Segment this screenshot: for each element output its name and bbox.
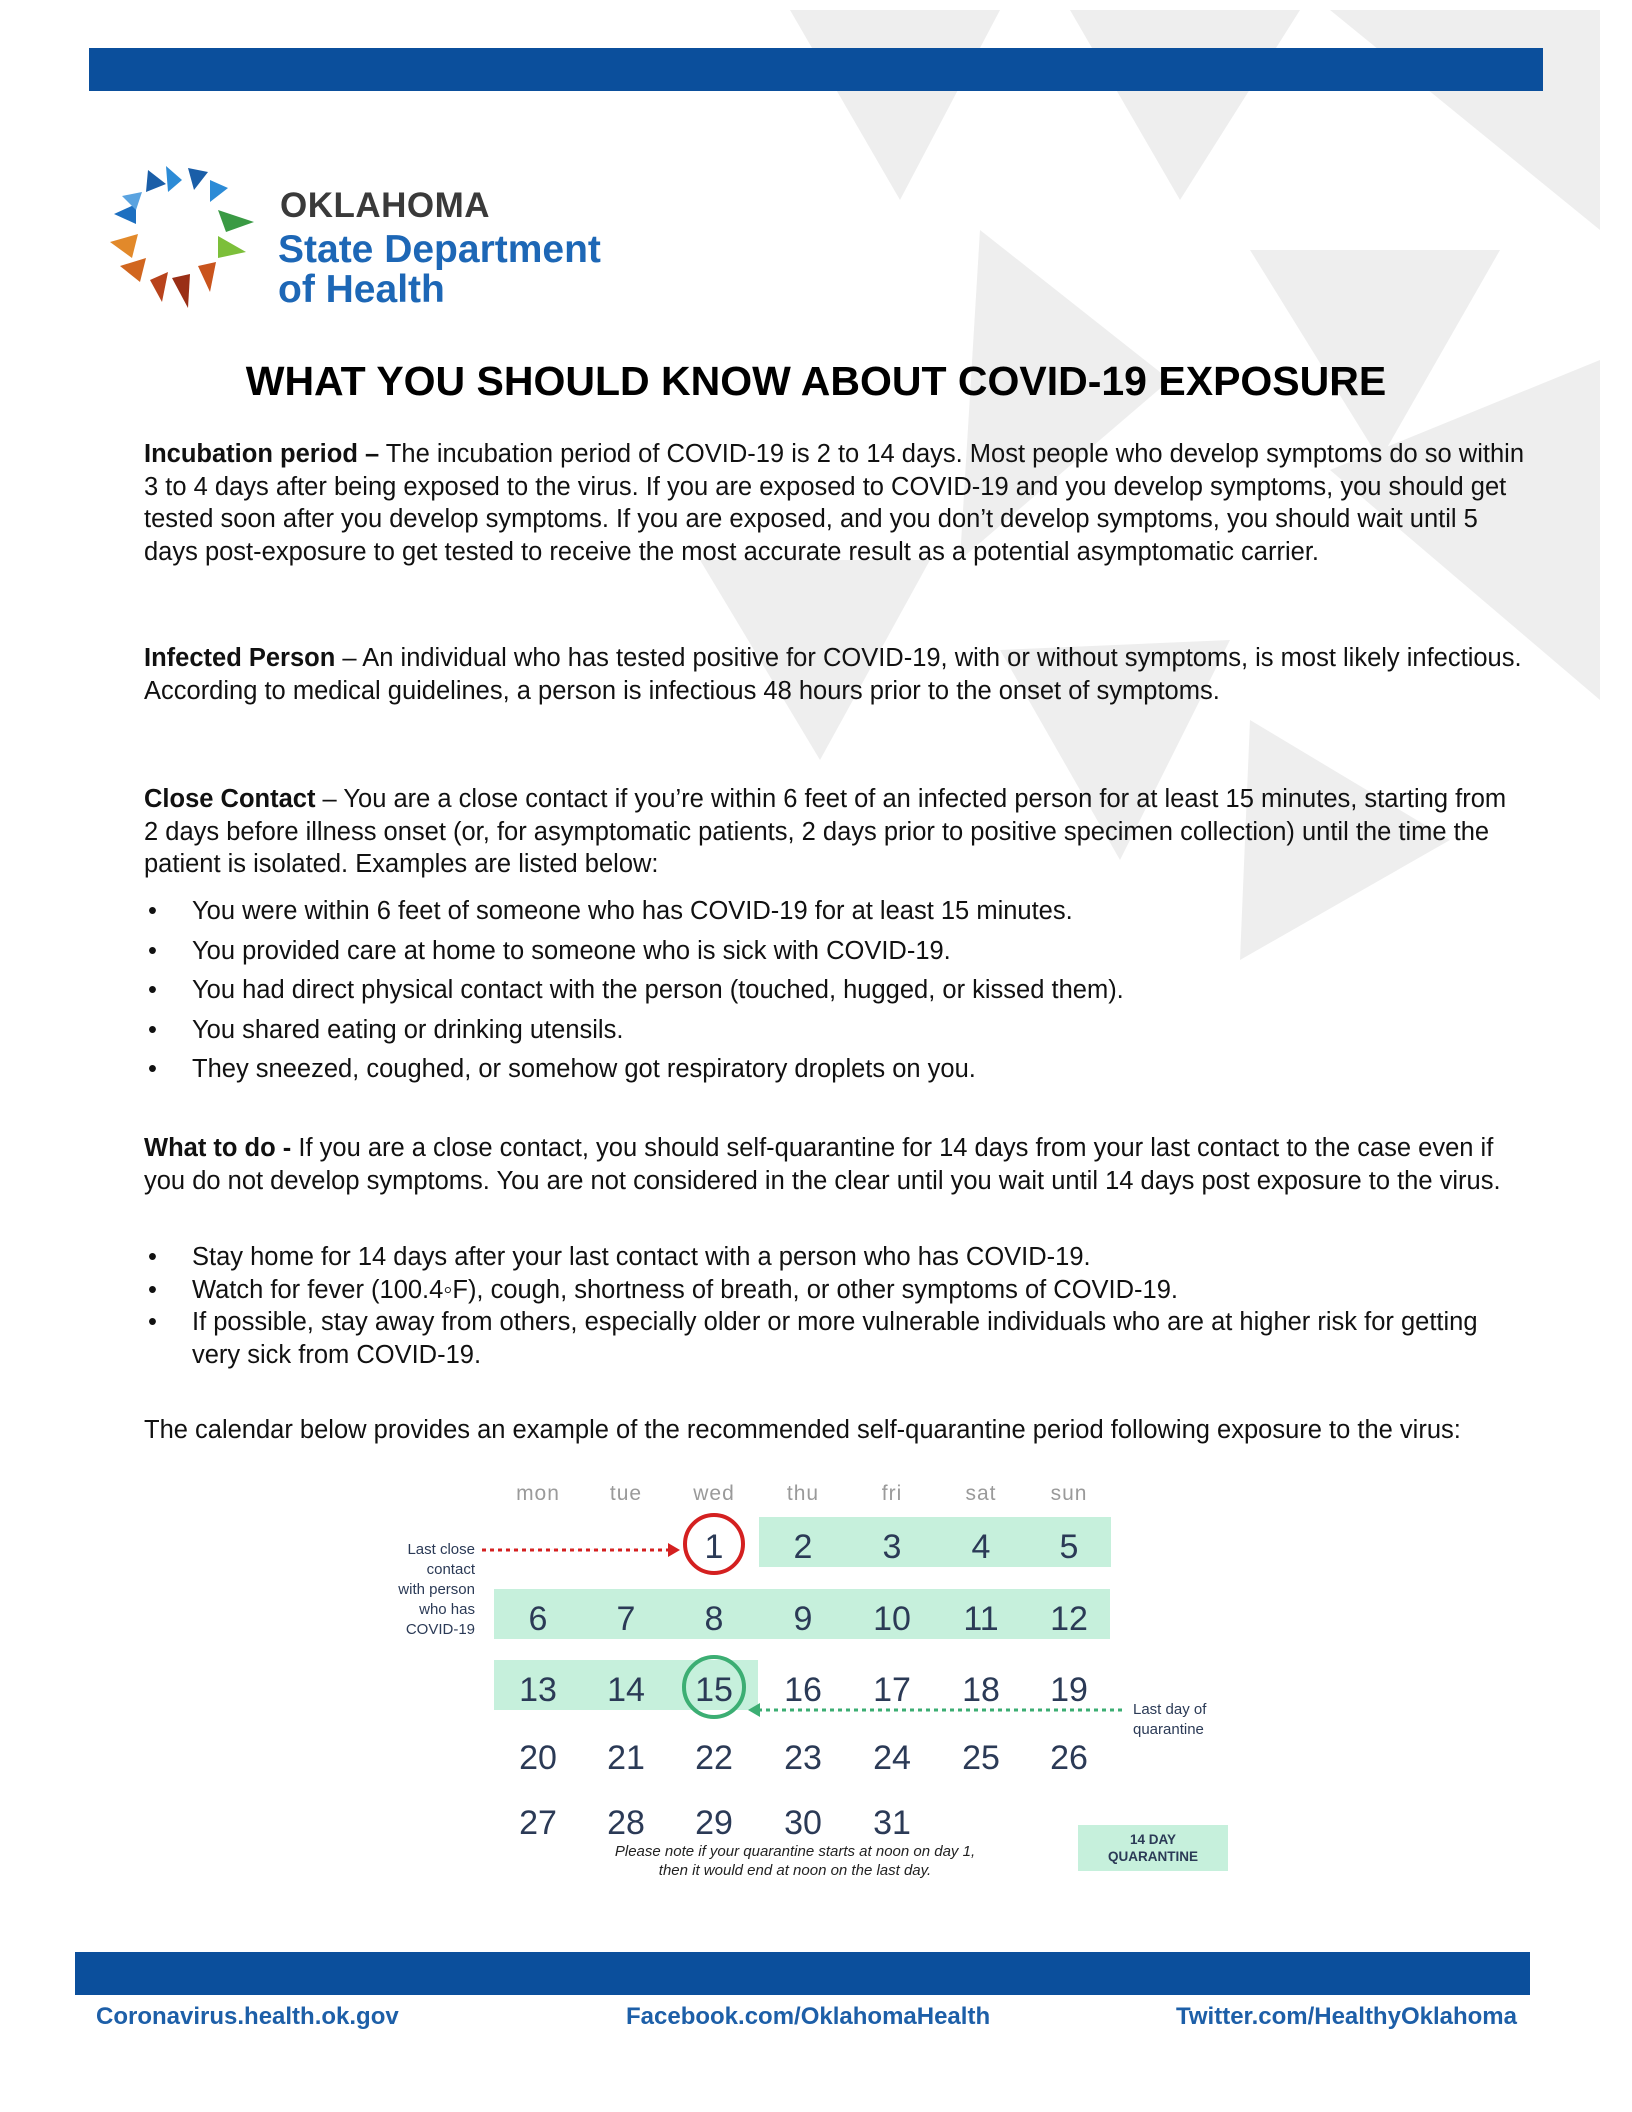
last-contact-label (360, 1540, 475, 1640)
incubation-heading: Incubation period – (144, 440, 380, 468)
calendar-day: 14 (607, 1671, 645, 1709)
quarantine-legend-badge (1078, 1825, 1228, 1871)
last-contact-arrow-head (668, 1543, 680, 1557)
calendar-day: 17 (873, 1671, 911, 1709)
weekday-label: wed (693, 1482, 735, 1505)
calendar-day: 30 (784, 1804, 822, 1842)
weekday-label: fri (881, 1482, 903, 1505)
list-item: • You shared eating or drinking utensils. (144, 1011, 1524, 1051)
calendar-day: 11 (963, 1600, 999, 1638)
last-day-label-line: Last day of (1133, 1701, 1207, 1718)
last-contact-label-line: with person (398, 1581, 475, 1598)
calendar-day: 9 (793, 1600, 813, 1638)
calendar-day: 26 (1050, 1739, 1088, 1777)
calendar-day: 10 (873, 1600, 911, 1638)
calendar-day: 7 (616, 1600, 636, 1638)
last-contact-label-line: Last close (407, 1541, 475, 1558)
what-to-do-heading: What to do - (144, 1134, 292, 1162)
list-item: • Watch for fever (100.4◦F), cough, shortness of breath, or other symptoms of COVID-19. (144, 1274, 1524, 1307)
calendar-day: 31 (873, 1804, 911, 1842)
calendar-day: 22 (695, 1739, 733, 1777)
calendar-note-line: then it would end at noon on the last day. (658, 1862, 932, 1879)
calendar-day: 27 (519, 1804, 557, 1842)
org-name-state-department: State Department (278, 228, 601, 271)
infected-person-heading: Infected Person (144, 644, 336, 672)
list-item: • Stay home for 14 days after your last contact with a person who has COVID-19. (144, 1241, 1524, 1274)
close-contact-heading: Close Contact (144, 785, 316, 813)
infected-person-body: – An individual who has tested positive for COVID-19, with or without symptoms, is most likely infectious. According to medical guidelines, a person is infectious 48 hours prior to the onset of symptoms. (144, 644, 1522, 705)
incubation-body: The incubation period of COVID-19 is 2 to 14 days. Most people who develop symptoms do so within 3 to 4 days after being exposed to the virus. If you are exposed to COVID-19 and you develop symptoms, you should get tested soon after you develop symptoms. If you are exposed, and you don’t develop symptoms, you should wait until 5 days post-exposure to get tested to receive the most accurate result as a potential asymptomatic carrier. (144, 440, 1524, 566)
badge-line: QUARANTINE (1108, 1849, 1198, 1864)
weekday-label: mon (516, 1482, 560, 1505)
last-contact-label-line: contact (426, 1561, 475, 1578)
calendar-day: 18 (962, 1671, 1000, 1709)
calendar-day: 6 (528, 1600, 548, 1638)
website-link[interactable]: Coronavirus.health.ok.gov (96, 2003, 399, 2030)
last-contact-label-line: who has (419, 1601, 475, 1618)
calendar-day: 4 (971, 1528, 991, 1566)
calendar-day: 21 (607, 1739, 645, 1777)
calendar-day: 19 (1050, 1671, 1088, 1709)
facebook-link[interactable]: Facebook.com/OklahomaHealth (626, 2003, 991, 2030)
calendar-day: 15 (695, 1671, 733, 1709)
calendar-day: 2 (793, 1528, 813, 1566)
last-day-label (1133, 1700, 1206, 1740)
calendar-day: 1 (704, 1528, 724, 1566)
calendar-note-line: Please note if your quarantine starts at noon on day 1, (614, 1843, 976, 1860)
weekday-label: sun (1050, 1482, 1088, 1505)
list-item: • You were within 6 feet of someone who has COVID-19 for at least 15 minutes. (144, 892, 1524, 932)
what-to-do-body: If you are a close contact, you should self-quarantine for 14 days from your last contact to the case even if you do not develop symptoms. You are not considered in the clear until you wait until 14 days post exposure to the virus. (144, 1134, 1501, 1195)
last-day-label-line: quarantine (1133, 1721, 1204, 1738)
calendar-day: 28 (607, 1804, 645, 1842)
calendar-day: 24 (873, 1739, 911, 1777)
last-contact-label-line: COVID-19 (405, 1621, 475, 1638)
calendar-day: 8 (704, 1600, 724, 1638)
list-item: • They sneezed, coughed, or somehow got respiratory droplets on you. (144, 1050, 1524, 1090)
calendar-day: 25 (962, 1739, 1000, 1777)
calendar-day: 16 (784, 1671, 822, 1709)
calendar-day: 12 (1050, 1600, 1088, 1638)
weekday-label: thu (786, 1482, 820, 1505)
calendar-day: 20 (519, 1739, 557, 1777)
calendar-intro: The calendar below provides an example of the recommended self-quarantine period following exposure to the virus: (144, 1416, 1461, 1444)
org-name-oklahoma: OKLAHOMA (280, 186, 491, 225)
list-item: • You had direct physical contact with the person (touched, hugged, or kissed them). (144, 971, 1524, 1011)
list-item: • You provided care at home to someone who is sick with COVID-19. (144, 932, 1524, 972)
twitter-link[interactable]: Twitter.com/HealthyOklahoma (1176, 2003, 1517, 2030)
calendar-day: 29 (695, 1804, 733, 1842)
calendar-day: 13 (519, 1671, 557, 1709)
badge-line: 14 DAY (1129, 1832, 1177, 1847)
weekday-label: tue (609, 1482, 643, 1505)
list-item: • If possible, stay away from others, especially older or more vulnerable individuals who are at higher risk for getting very sick from COVID-19. (144, 1306, 1524, 1371)
calendar-day: 5 (1059, 1528, 1079, 1566)
calendar-day: 23 (784, 1739, 822, 1777)
page-title: WHAT YOU SHOULD KNOW ABOUT COVID-19 EXPOSURE (245, 358, 1387, 404)
calendar-note (560, 1842, 1030, 1880)
weekday-label: sat (965, 1482, 997, 1505)
calendar-day: 3 (882, 1528, 902, 1566)
close-contact-body: – You are a close contact if you’re within 6 feet of an infected person for at least 15 minutes, starting from 2 days before illness onset (or, for asymptomatic patients, 2 days prior to positive specimen collection) until the time the patient is isolated. Examples are listed below: (144, 785, 1507, 878)
org-name-of-health: of Health (278, 268, 445, 311)
